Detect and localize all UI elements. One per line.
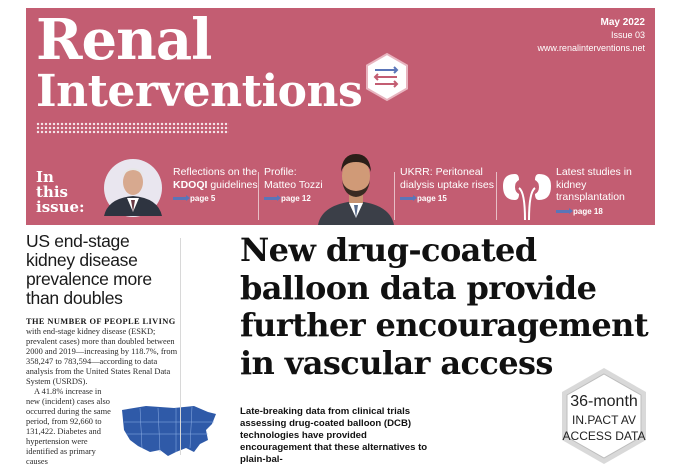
teaser-title: Latest studies in kidney transplantation: [556, 166, 632, 203]
teaser-title: Profile: Matteo Tozzi: [264, 166, 323, 191]
main-story-headline[interactable]: New drug-coated balloon data provide further encouragement in vascular access: [240, 231, 649, 382]
hexagon-arrows-logo: [364, 52, 410, 102]
left-story-para2: A 41.8% increase in new (incident) cases also occurred during the same period, from 92,660 to 131,422. Diabetes and hypertension were identified as primary causes: [26, 387, 111, 466]
issue-number: Issue 03: [610, 30, 645, 40]
teaser-title-suffix: guidelines: [207, 178, 258, 191]
us-map-icon: [116, 400, 224, 460]
left-story-para1: with end-stage kidney disease (ESKD; prevalent cases) more than doubled between 2000 and 2019—increasing by 118.7%, from 358,247 to 783,594—according to data analysis from the United States Renal Data System (USRDS).: [26, 327, 178, 386]
column-rule: [180, 238, 181, 455]
arrow-right-icon: [400, 197, 414, 200]
badge-line3: ACCESS DATA: [562, 429, 646, 443]
left-story-headline[interactable]: US end-stage kidney disease prevalence more than doubles: [26, 231, 152, 308]
badge-line2: IN.PACT AV: [571, 413, 637, 427]
divider: [394, 172, 395, 220]
divider: [258, 172, 259, 220]
issue-date: May 2022: [600, 17, 645, 28]
teaser-kdoqi[interactable]: [173, 166, 263, 222]
teaser-page-ref: page 18: [573, 206, 603, 216]
badge-line1: 36-month: [570, 393, 638, 410]
brand-title-line2: Interventions: [36, 66, 363, 117]
masthead: [26, 8, 655, 225]
portrait-kdoqi-author: [98, 152, 168, 216]
teaser-title-bold: KDOQI: [173, 178, 208, 191]
left-story-kicker: THE NUMBER OF PEOPLE LIVING: [26, 317, 176, 326]
teaser-page-ref: page 5: [190, 194, 216, 203]
brand-title-line1: Renal: [36, 7, 212, 73]
divider: [496, 172, 497, 220]
teaser-title: Reflections on the: [173, 166, 258, 178]
issue-meta: [537, 16, 645, 55]
teaser-profile[interactable]: [264, 166, 324, 222]
dot-pattern-decoration: [36, 122, 229, 134]
teaser-page-ref: page 12: [281, 194, 311, 203]
teaser-title: UKRR: Peritoneal dialysis uptake rises: [400, 166, 494, 191]
portrait-matteo-tozzi: [316, 146, 396, 225]
in-this-issue-label: In this issue:: [36, 168, 85, 216]
website-link[interactable]: www.renalinterventions.net: [537, 43, 645, 53]
data-badge: [554, 366, 654, 466]
arrow-right-icon: [264, 197, 278, 200]
teaser-ukrr[interactable]: [400, 166, 494, 222]
arrow-right-icon: [173, 197, 187, 200]
arrow-right-icon: [556, 210, 570, 213]
teaser-page-ref: page 15: [417, 194, 447, 203]
kidneys-icon: [499, 170, 555, 220]
main-story-deck: Late-breaking data from clinical trials assessing drug-coated balloon (DCB) technologies have provided encouragement that these alternatives to plain-bal-: [240, 406, 428, 465]
teaser-transplantation[interactable]: [556, 166, 652, 222]
